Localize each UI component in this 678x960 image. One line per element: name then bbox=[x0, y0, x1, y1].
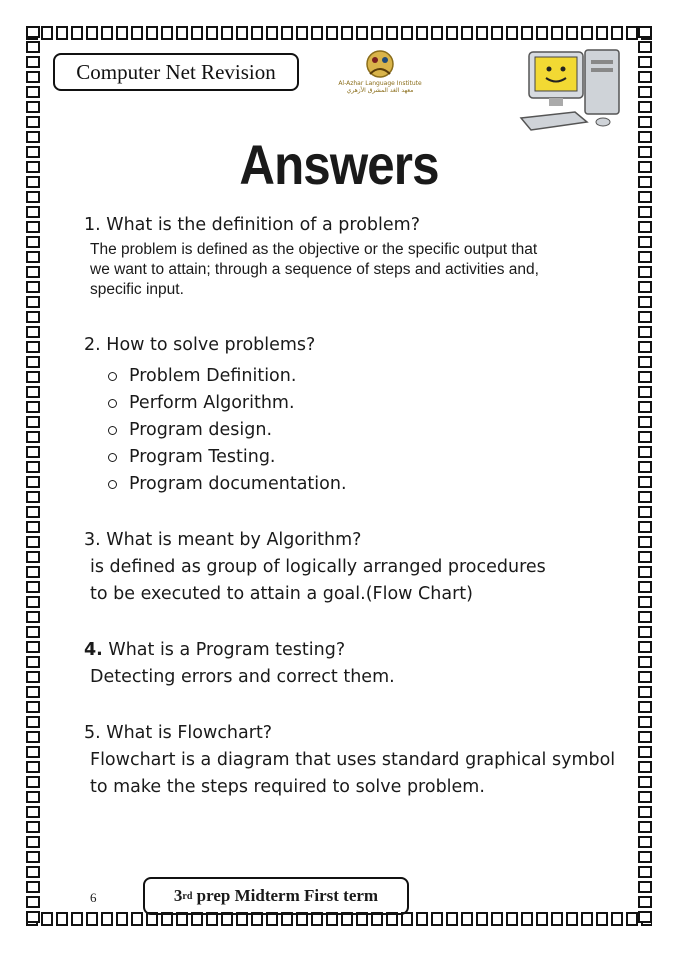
question-block-4 bbox=[84, 638, 629, 691]
border-left bbox=[26, 26, 40, 926]
list-item: Program design. bbox=[108, 417, 629, 444]
answer-line: Detecting errors and correct them. bbox=[90, 667, 395, 687]
answer-2-list bbox=[108, 363, 629, 498]
header-title-box bbox=[53, 53, 299, 91]
answer-4 bbox=[90, 664, 629, 691]
question-block-2 bbox=[84, 333, 629, 498]
answer-line: Flowchart is a diagram that uses standard graphical symbol bbox=[90, 750, 616, 770]
footer-label: prep Midterm First term bbox=[196, 886, 379, 905]
bullet-circle-icon bbox=[108, 480, 117, 489]
list-item: Program documentation. bbox=[108, 471, 629, 498]
grade-number: 3 bbox=[173, 886, 183, 905]
answer-line: to be executed to attain a goal.(Flow Chart) bbox=[90, 584, 473, 604]
answer-3 bbox=[90, 554, 629, 608]
border-right bbox=[638, 26, 652, 926]
bullet-circle-icon bbox=[108, 372, 117, 381]
question-2 bbox=[84, 333, 629, 357]
question-text: What is the definition of a problem? bbox=[106, 215, 420, 235]
answer-line: The problem is defined as the objective or the specific output that bbox=[90, 241, 538, 258]
answer-line: we want to attain; through a sequence of steps and activities and, bbox=[90, 261, 539, 278]
bullet-circle-icon bbox=[108, 399, 117, 408]
answer-line: to make the steps required to solve problem. bbox=[90, 777, 485, 797]
question-text: What is Flowchart? bbox=[106, 723, 273, 743]
bullet-circle-icon bbox=[108, 453, 117, 462]
institute-logo-icon bbox=[330, 48, 430, 98]
header-title: Computer Net Revision bbox=[76, 59, 276, 84]
question-number: 5. bbox=[84, 723, 101, 743]
question-text: What is a Program testing? bbox=[108, 640, 346, 660]
question-block-3 bbox=[84, 528, 629, 608]
list-item: Problem Definition. bbox=[108, 363, 629, 390]
answer-line: is defined as group of logically arranged procedures bbox=[90, 557, 546, 577]
question-number: 1. bbox=[84, 215, 101, 235]
answer-line: specific input. bbox=[90, 281, 184, 298]
list-item: Program Testing. bbox=[108, 444, 629, 471]
computer-clipart-icon bbox=[515, 42, 627, 132]
question-number: 3. bbox=[84, 530, 101, 550]
answers-content bbox=[84, 213, 629, 801]
answer-1 bbox=[90, 240, 629, 300]
footer-label-box bbox=[143, 877, 409, 915]
question-text: What is meant by Algorithm? bbox=[106, 530, 362, 550]
question-3 bbox=[84, 528, 629, 552]
logo-caption-ar: معهد الغد المشرق الأزهري bbox=[346, 87, 414, 94]
question-text: How to solve problems? bbox=[106, 335, 316, 355]
question-block-5 bbox=[84, 721, 629, 801]
list-item: Perform Algorithm. bbox=[108, 390, 629, 417]
question-1 bbox=[84, 213, 629, 237]
page-number: 6 bbox=[90, 890, 97, 905]
border-top bbox=[26, 26, 652, 40]
question-number: 2. bbox=[84, 335, 101, 355]
question-number: 4. bbox=[84, 640, 103, 660]
grade-suffix: rd bbox=[182, 890, 193, 902]
question-5 bbox=[84, 721, 629, 745]
page-title: Answers bbox=[239, 133, 439, 196]
answer-5 bbox=[90, 747, 629, 801]
logo-caption-en: Al-Azhar Language Institute bbox=[338, 80, 422, 87]
question-4 bbox=[84, 638, 629, 662]
bullet-circle-icon bbox=[108, 426, 117, 435]
question-block-1 bbox=[84, 213, 629, 300]
